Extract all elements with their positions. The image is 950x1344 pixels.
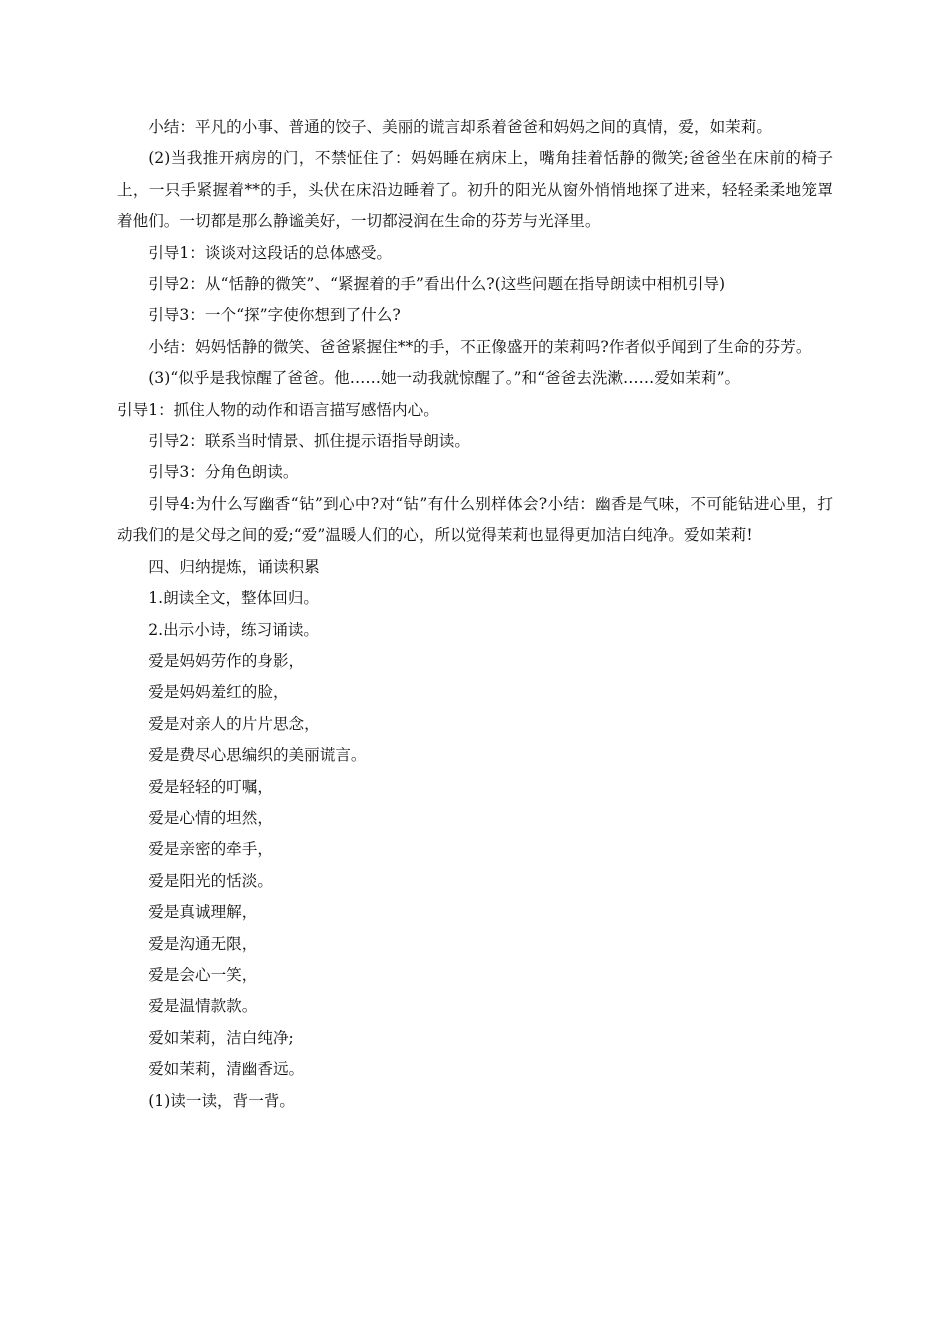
paragraph-guide-3-b: 引导3：分角色朗读。	[148, 463, 299, 482]
paragraph-guide-4: 引导4:为什么写幽香“钻”到心中?对“钻”有什么别样体会?小结：幽香是气味，不可能钻进心里，打动我们的是父母之间的爱;“爱”温暖人们的心，所以觉得茉莉也显得更加洁白纯净。爱如茉莉!	[117, 494, 833, 545]
poem-line: 爱是妈妈羞红的脸，	[148, 683, 289, 702]
poem-line: 爱是对亲人的片片思念，	[148, 714, 320, 733]
paragraph-guide-3: 引导3：一个“探”字使你想到了什么?	[148, 306, 401, 325]
poem-line: 爱是真诚理解，	[148, 903, 258, 922]
poem-line: 爱如茉莉，清幽香远。	[148, 1060, 305, 1079]
poem-line: 爱是阳光的恬淡。	[148, 871, 273, 890]
poem-line: 爱是费尽心思编织的美丽谎言。	[148, 746, 367, 765]
poem-line: 爱是沟通无限，	[148, 934, 258, 953]
paragraph-excerpt-3: (3)“似乎是我惊醒了爸爸。他……她一动我就惊醒了。”和“爸爸去洗漱……爱如茉莉”。	[148, 369, 741, 388]
section-heading-4: 四、归纳提炼，诵读积累	[148, 557, 320, 576]
list-item-2: 2.出示小诗，练习诵读。	[148, 620, 320, 639]
list-item-sub-1: (1)读一读，背一背。	[148, 1091, 296, 1110]
paragraph-guide-1: 引导1：谈谈对这段话的总体感受。	[148, 243, 393, 262]
paragraph-summary-2: 小结：妈妈恬静的微笑、爸爸紧握住**的手，不正像盛开的茉莉吗?作者似乎闻到了生命的芬芳。	[148, 337, 812, 356]
paragraph-excerpt-2: (2)当我推开病房的门，不禁怔住了：妈妈睡在病床上，嘴角挂着恬静的微笑;爸爸坐在床前的椅子上，一只手紧握着**的手，头伏在床沿边睡着了。初升的阳光从窗外悄悄地探了进来，轻轻柔柔地笼罩着他们。一切都是那么静谧美好，一切都浸润在生命的芬芳与光泽里。	[117, 149, 833, 231]
poem-line: 爱是会心一笑，	[148, 965, 258, 984]
poem-line: 爱是亲密的牵手，	[148, 840, 273, 859]
paragraph-guide-1-b: 引导1：抓住人物的动作和语言描写感悟内心。	[117, 400, 439, 419]
poem-line: 爱是温情款款。	[148, 997, 258, 1016]
poem-line: 爱是轻轻的叮嘱，	[148, 777, 273, 796]
document-body	[117, 112, 833, 1117]
poem-line: 爱是心情的坦然，	[148, 808, 273, 827]
poem	[117, 646, 833, 1086]
list-item-1: 1.朗读全文，整体回归。	[148, 589, 320, 608]
paragraph-guide-2: 引导2：从“恬静的微笑”、“紧握着的手”看出什么?(这些问题在指导朗读中相机引导)	[148, 275, 726, 294]
paragraph-summary-1: 小结：平凡的小事、普通的饺子、美丽的谎言却系着爸爸和妈妈之间的真情，爱，如茉莉。	[148, 118, 772, 136]
poem-line: 爱是妈妈劳作的身影，	[148, 651, 305, 670]
paragraph-guide-2-b: 引导2：联系当时情景、抓住提示语指导朗读。	[148, 432, 470, 451]
poem-line: 爱如茉莉，洁白纯净;	[148, 1028, 294, 1047]
